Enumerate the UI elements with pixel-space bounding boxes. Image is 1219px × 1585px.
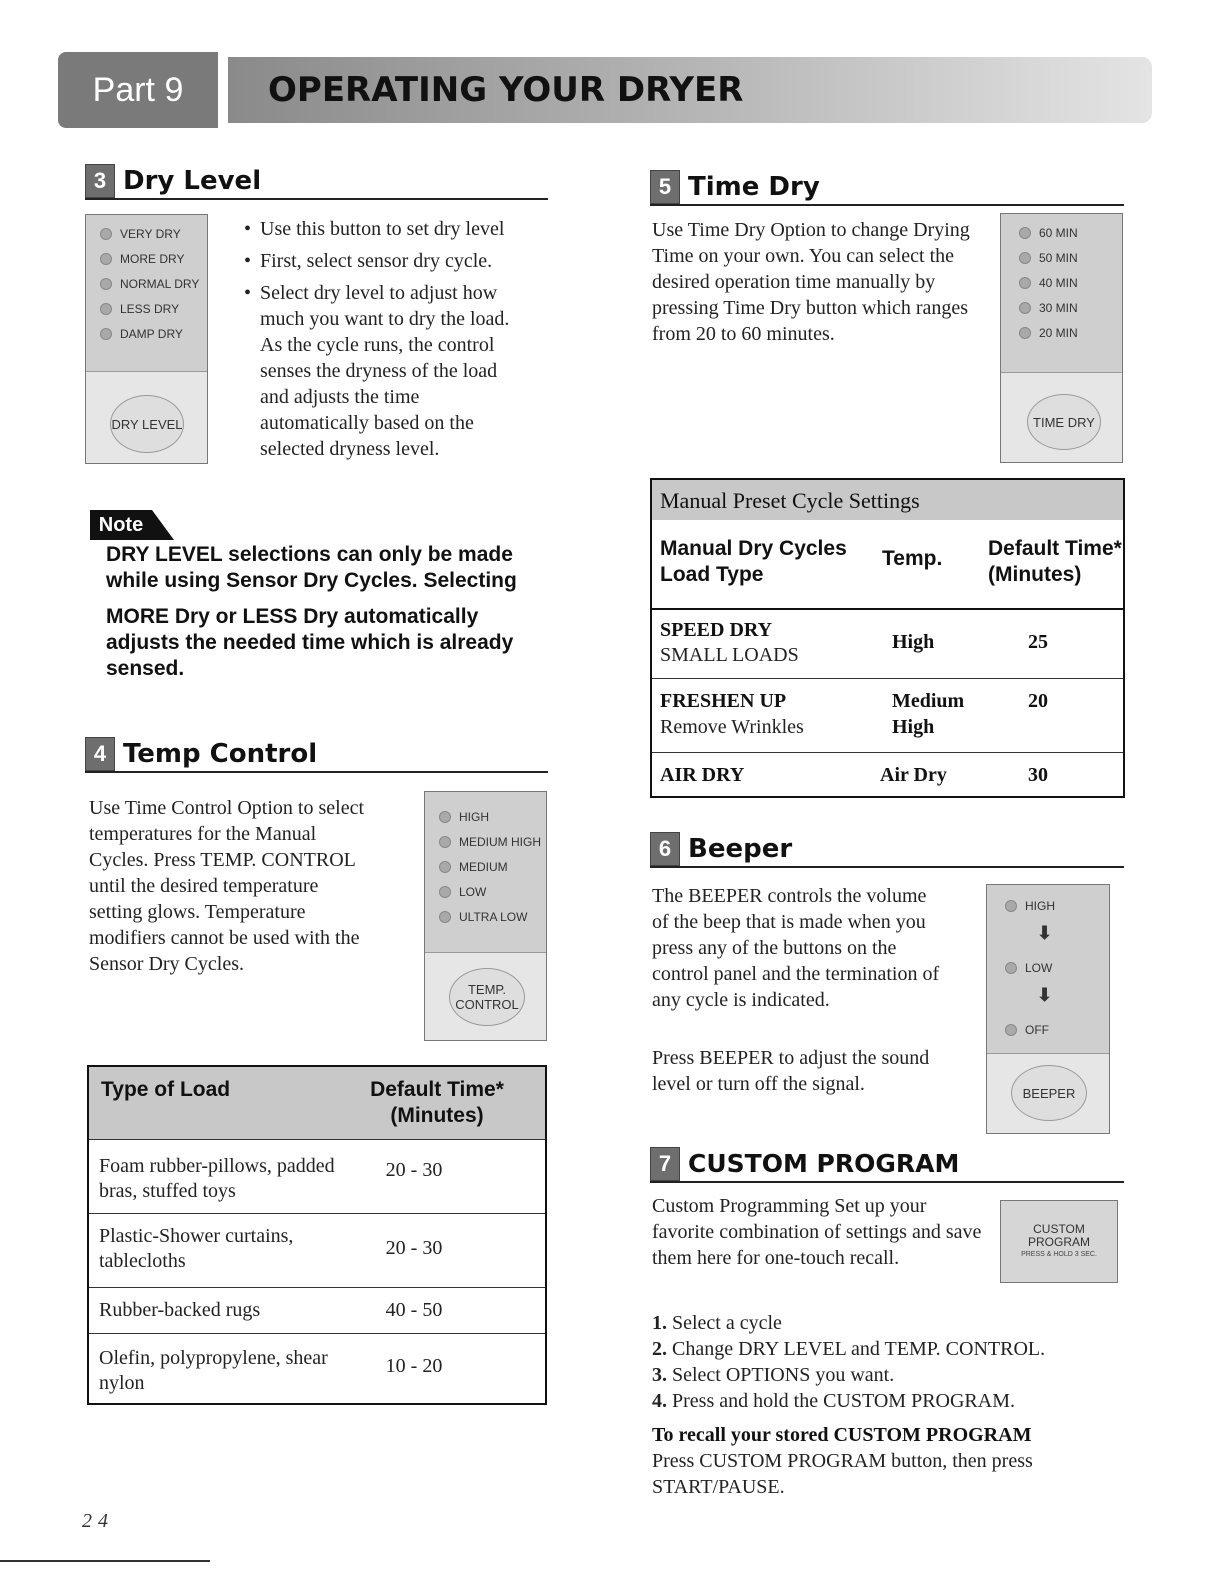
panel-item: MEDIUM HIGH (425, 829, 546, 854)
panel-item: 20 MIN (1001, 320, 1122, 345)
cycle-cell: FRESHEN UP (660, 690, 787, 712)
section-title: Temp Control (123, 739, 318, 769)
time-cell: 40 - 50 (385, 1299, 443, 1321)
section-number: 6 (650, 832, 680, 866)
dry-level-button[interactable]: DRY LEVEL (110, 395, 184, 453)
time-cell: 30 (1028, 764, 1048, 786)
part-tab: Part 9 (58, 52, 218, 128)
time-cell: 10 - 20 (385, 1355, 443, 1377)
panel-item: HIGH (425, 804, 546, 829)
custom-program-button[interactable]: CUSTOM PROGRAM (1027, 1222, 1090, 1249)
temp-cell: Air Dry (880, 764, 947, 786)
temp-control-text: Use Time Control Option to select temperatures for the Manual Cycles. Press TEMP. CONTROL until the desired temperature setting glows. Temperature modifiers cannot be used with the Sensor Dry Cycles. (89, 797, 364, 975)
panel-item: MORE DRY (86, 246, 207, 271)
table-row (652, 678, 1123, 752)
bullet-item: • Select dry level to adjust how much you want to dry the load. As the cycle runs, the control senses the dryness of the load and adjusts the time automatically based on the selected dryness level. (244, 282, 510, 460)
temp-cell: High (892, 631, 935, 653)
time-dry-panel (1000, 213, 1123, 463)
table-row (89, 1287, 545, 1333)
panel-item: LOW (425, 879, 546, 904)
beeper-button[interactable]: BEEPER (1011, 1065, 1087, 1121)
column-header: Temp. (882, 547, 943, 570)
panel-item: 50 MIN (1001, 245, 1122, 270)
load-cell: Rubber-backed rugs (99, 1299, 261, 1321)
beeper-text-2: Press BEEPER to adjust the sound level or turn off the signal. (652, 1047, 930, 1095)
time-dry-text: Use Time Dry Option to change Drying Time on your own. You can select the desired operation time manually by pressing Time Dry button which ranges from 20 to 60 minutes. (652, 219, 970, 345)
section-number: 5 (650, 170, 680, 204)
section-number: 7 (650, 1147, 680, 1181)
panel-item: LOW (987, 955, 1052, 980)
recall-text: Press CUSTOM PROGRAM button, then press START/PAUSE. (652, 1450, 1033, 1498)
section-title: Beeper (688, 834, 793, 864)
load-cell: Olefin, polypropylene, shear nylon (99, 1347, 328, 1394)
load-cell: Foam rubber-pillows, padded bras, stuffed toys (99, 1155, 335, 1202)
page-title: OPERATING YOUR DRYER (268, 70, 744, 110)
section-number: 3 (85, 164, 115, 198)
column-header: Type of Load (101, 1078, 231, 1101)
section-title: Time Dry (688, 172, 820, 202)
panel-item: 30 MIN (1001, 295, 1122, 320)
panel-item: OFF (987, 1017, 1049, 1042)
note-label: Note (90, 510, 152, 540)
note-text-1: DRY LEVEL selections can only be made while using Sensor Dry Cycles. Selecting (106, 543, 517, 592)
column-header: Default Time* (Minutes) (988, 537, 1122, 586)
cycle-sub-cell: Remove Wrinkles (660, 716, 804, 738)
table-row (652, 752, 1123, 796)
time-dry-button[interactable]: TIME DRY (1027, 394, 1101, 450)
temp-control-panel (424, 791, 547, 1041)
table-row (652, 608, 1123, 678)
beeper-text: The BEEPER controls the volume of the beep that is made when you press any of the buttons on the control panel and the termination of any cycle is indicated. (652, 885, 940, 1011)
column-header: Manual Dry Cycles Load Type (660, 537, 847, 586)
table-row (89, 1333, 545, 1403)
cycle-cell: AIR DRY (660, 764, 745, 786)
custom-program-hint: PRESS & HOLD 3 SEC. (1021, 1251, 1097, 1258)
list-item: 1. Select a cycle (652, 1312, 782, 1334)
temp-control-heading (85, 737, 548, 773)
panel-item: MEDIUM (425, 854, 546, 879)
beeper-heading (650, 832, 1124, 868)
beeper-panel (986, 884, 1110, 1134)
load-cell: Plastic-Shower curtains, tablecloths (99, 1225, 294, 1272)
section-title: Dry Level (123, 166, 262, 196)
panel-item: VERY DRY (86, 221, 207, 246)
panel-item: LESS DRY (86, 296, 207, 321)
note-arrow (152, 510, 174, 540)
note-text-2: MORE Dry or LESS Dry automatically adjusts the needed time which is already sensed. (106, 605, 514, 680)
table-row (89, 1139, 545, 1213)
dry-level-heading (85, 164, 548, 200)
time-cell: 25 (1028, 631, 1048, 653)
panel-item: HIGH (987, 893, 1055, 918)
cycle-sub-cell: SMALL LOADS (660, 644, 799, 666)
table-row (89, 1213, 545, 1287)
temp-cell: High (892, 716, 935, 738)
panel-item: NORMAL DRY (86, 271, 207, 296)
section-number: 4 (85, 737, 115, 771)
custom-program-heading (650, 1147, 1124, 1183)
preset-table (650, 478, 1125, 798)
recall-title: To recall your stored CUSTOM PROGRAM (652, 1424, 1032, 1446)
footer-line (0, 1560, 210, 1562)
page-number: 24 (82, 1510, 114, 1532)
arrow-down-icon: ⬇ (1037, 985, 1053, 1005)
bullet-item: • Use this button to set dry level (244, 218, 505, 240)
column-header: Default Time* (Minutes) (370, 1078, 504, 1127)
custom-program-panel (1000, 1200, 1118, 1283)
panel-item: 40 MIN (1001, 270, 1122, 295)
table-title: Manual Preset Cycle Settings (660, 488, 920, 513)
list-item: 2. Change DRY LEVEL and TEMP. CONTROL. (652, 1338, 1046, 1360)
temp-control-button[interactable]: TEMP. CONTROL (449, 968, 525, 1026)
time-dry-heading (650, 170, 1124, 206)
panel-item: ULTRA LOW (425, 904, 546, 929)
panel-item: DAMP DRY (86, 321, 207, 346)
panel-item: 60 MIN (1001, 220, 1122, 245)
steps-list (652, 1310, 1112, 1414)
time-cell: 20 (1028, 690, 1048, 712)
list-item: 4. Press and hold the CUSTOM PROGRAM. (652, 1390, 1015, 1412)
temp-cell: Medium (892, 690, 965, 712)
section-title: CUSTOM PROGRAM (688, 1149, 960, 1178)
list-item: 3. Select OPTIONS you want. (652, 1364, 895, 1386)
load-table (87, 1065, 547, 1405)
dry-level-bullets (244, 216, 544, 462)
cycle-cell: SPEED DRY (660, 619, 773, 641)
time-cell: 20 - 30 (385, 1237, 443, 1259)
bullet-item: • First, select sensor dry cycle. (244, 250, 493, 272)
custom-program-text: Custom Programming Set up your favorite combination of settings and save them here for one-touch recall. (652, 1195, 982, 1269)
arrow-down-icon: ⬇ (1037, 923, 1053, 943)
dry-level-panel (85, 214, 208, 464)
time-cell: 20 - 30 (385, 1159, 443, 1181)
